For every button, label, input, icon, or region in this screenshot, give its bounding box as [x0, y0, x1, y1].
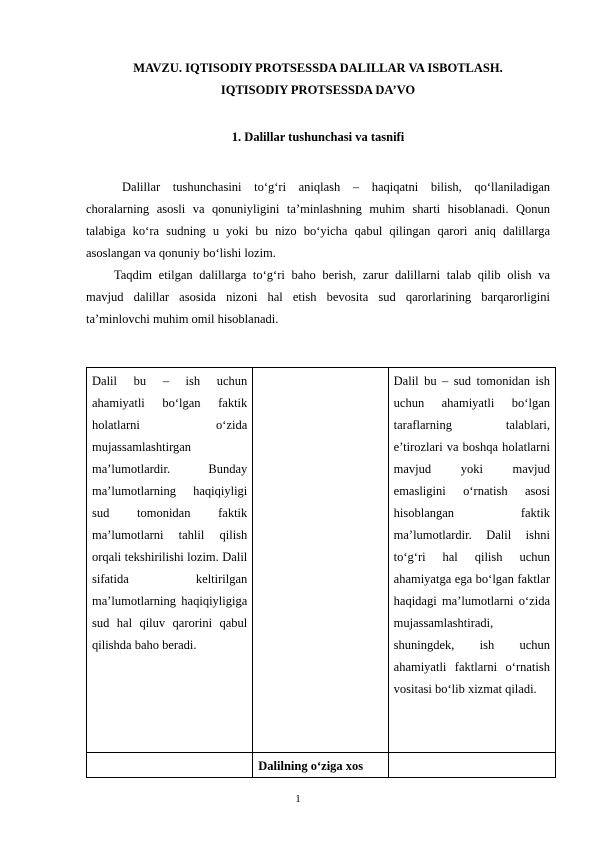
table-row — [87, 368, 556, 753]
page-number: 1 — [295, 793, 301, 805]
table-cell-bottom-center: Dalilning o‘ziga xos — [253, 753, 388, 778]
document-heading-line1: MAVZU. IQTISODIY PROTSESSDA DALILLAR VA ISBOTLASH. — [133, 61, 503, 75]
paragraph-1: Dalillar tushunchasini to‘g‘ri aniqlash – haqiqatni bilish, qo‘llaniladigan choralarning asosli va qonuniyligini ta’minlashning muhim sharti hisoblanadi. Qonun talabiga ko‘ra sudning u yoki bu nizo bo‘yicha qabul qilingan qarori aniq dalillarga asoslangan va qonuniy bo‘lishi lozim. — [86, 180, 550, 260]
table-row — [87, 753, 556, 778]
section-title: 1. Dalillar tushunchasi va tasnifi — [231, 130, 405, 144]
paragraph-2: Taqdim etilgan dalillarga to‘g‘ri baho berish, zarur dalillarni talab qilib olish va mavjud dalillar asosida nizoni hal etish bevosita sud qarorlarining barqarorligini ta’minlovchi muhim omil hisoblanadi. — [86, 268, 550, 326]
definitions-table — [86, 367, 556, 778]
table-cell-right-definition: Dalil bu – sud tomonidan ish uchun ahamiyatli bo‘lgan taraflarning talablari, e’tirozlari va boshqa holatlarni mavjud yoki mavjud emasligini o‘rnatish asosi hisoblangan faktik ma’lumotlardir. Dalil ishni to‘g‘ri hal qilish uchun ahamiyatga ega bo‘lgan faktlar haqidagi ma’lumotlarni o‘zida mujassamlashtiradi, shuningdek, ish uchun ahamiyatli faktlarni o‘rnatish vositasi bo‘lib xizmat qiladi. — [388, 368, 555, 753]
table-cell-middle-empty — [253, 368, 388, 753]
table-cell-bottom-left — [87, 753, 253, 778]
table-cell-left-definition: Dalil bu – ish uchun ahamiyatli bo‘lgan faktik holatlarni o‘zida mujassamlashtirgan ma’lumotlardir. Bunday ma’lumotlarning haqiqiyligi sud tomonidan faktik ma’lumotlarni tahlil qilish orqali tekshirilishi lozim. Dalil sifatida keltirilgan ma’lumotlarning haqiqiyligiga sud hal qiluv qarorini qabul qilishda baho beradi. — [87, 368, 253, 753]
table-cell-bottom-right — [388, 753, 555, 778]
document-heading-line2: IQTISODIY PROTSESSDA DA’VO — [220, 83, 416, 97]
